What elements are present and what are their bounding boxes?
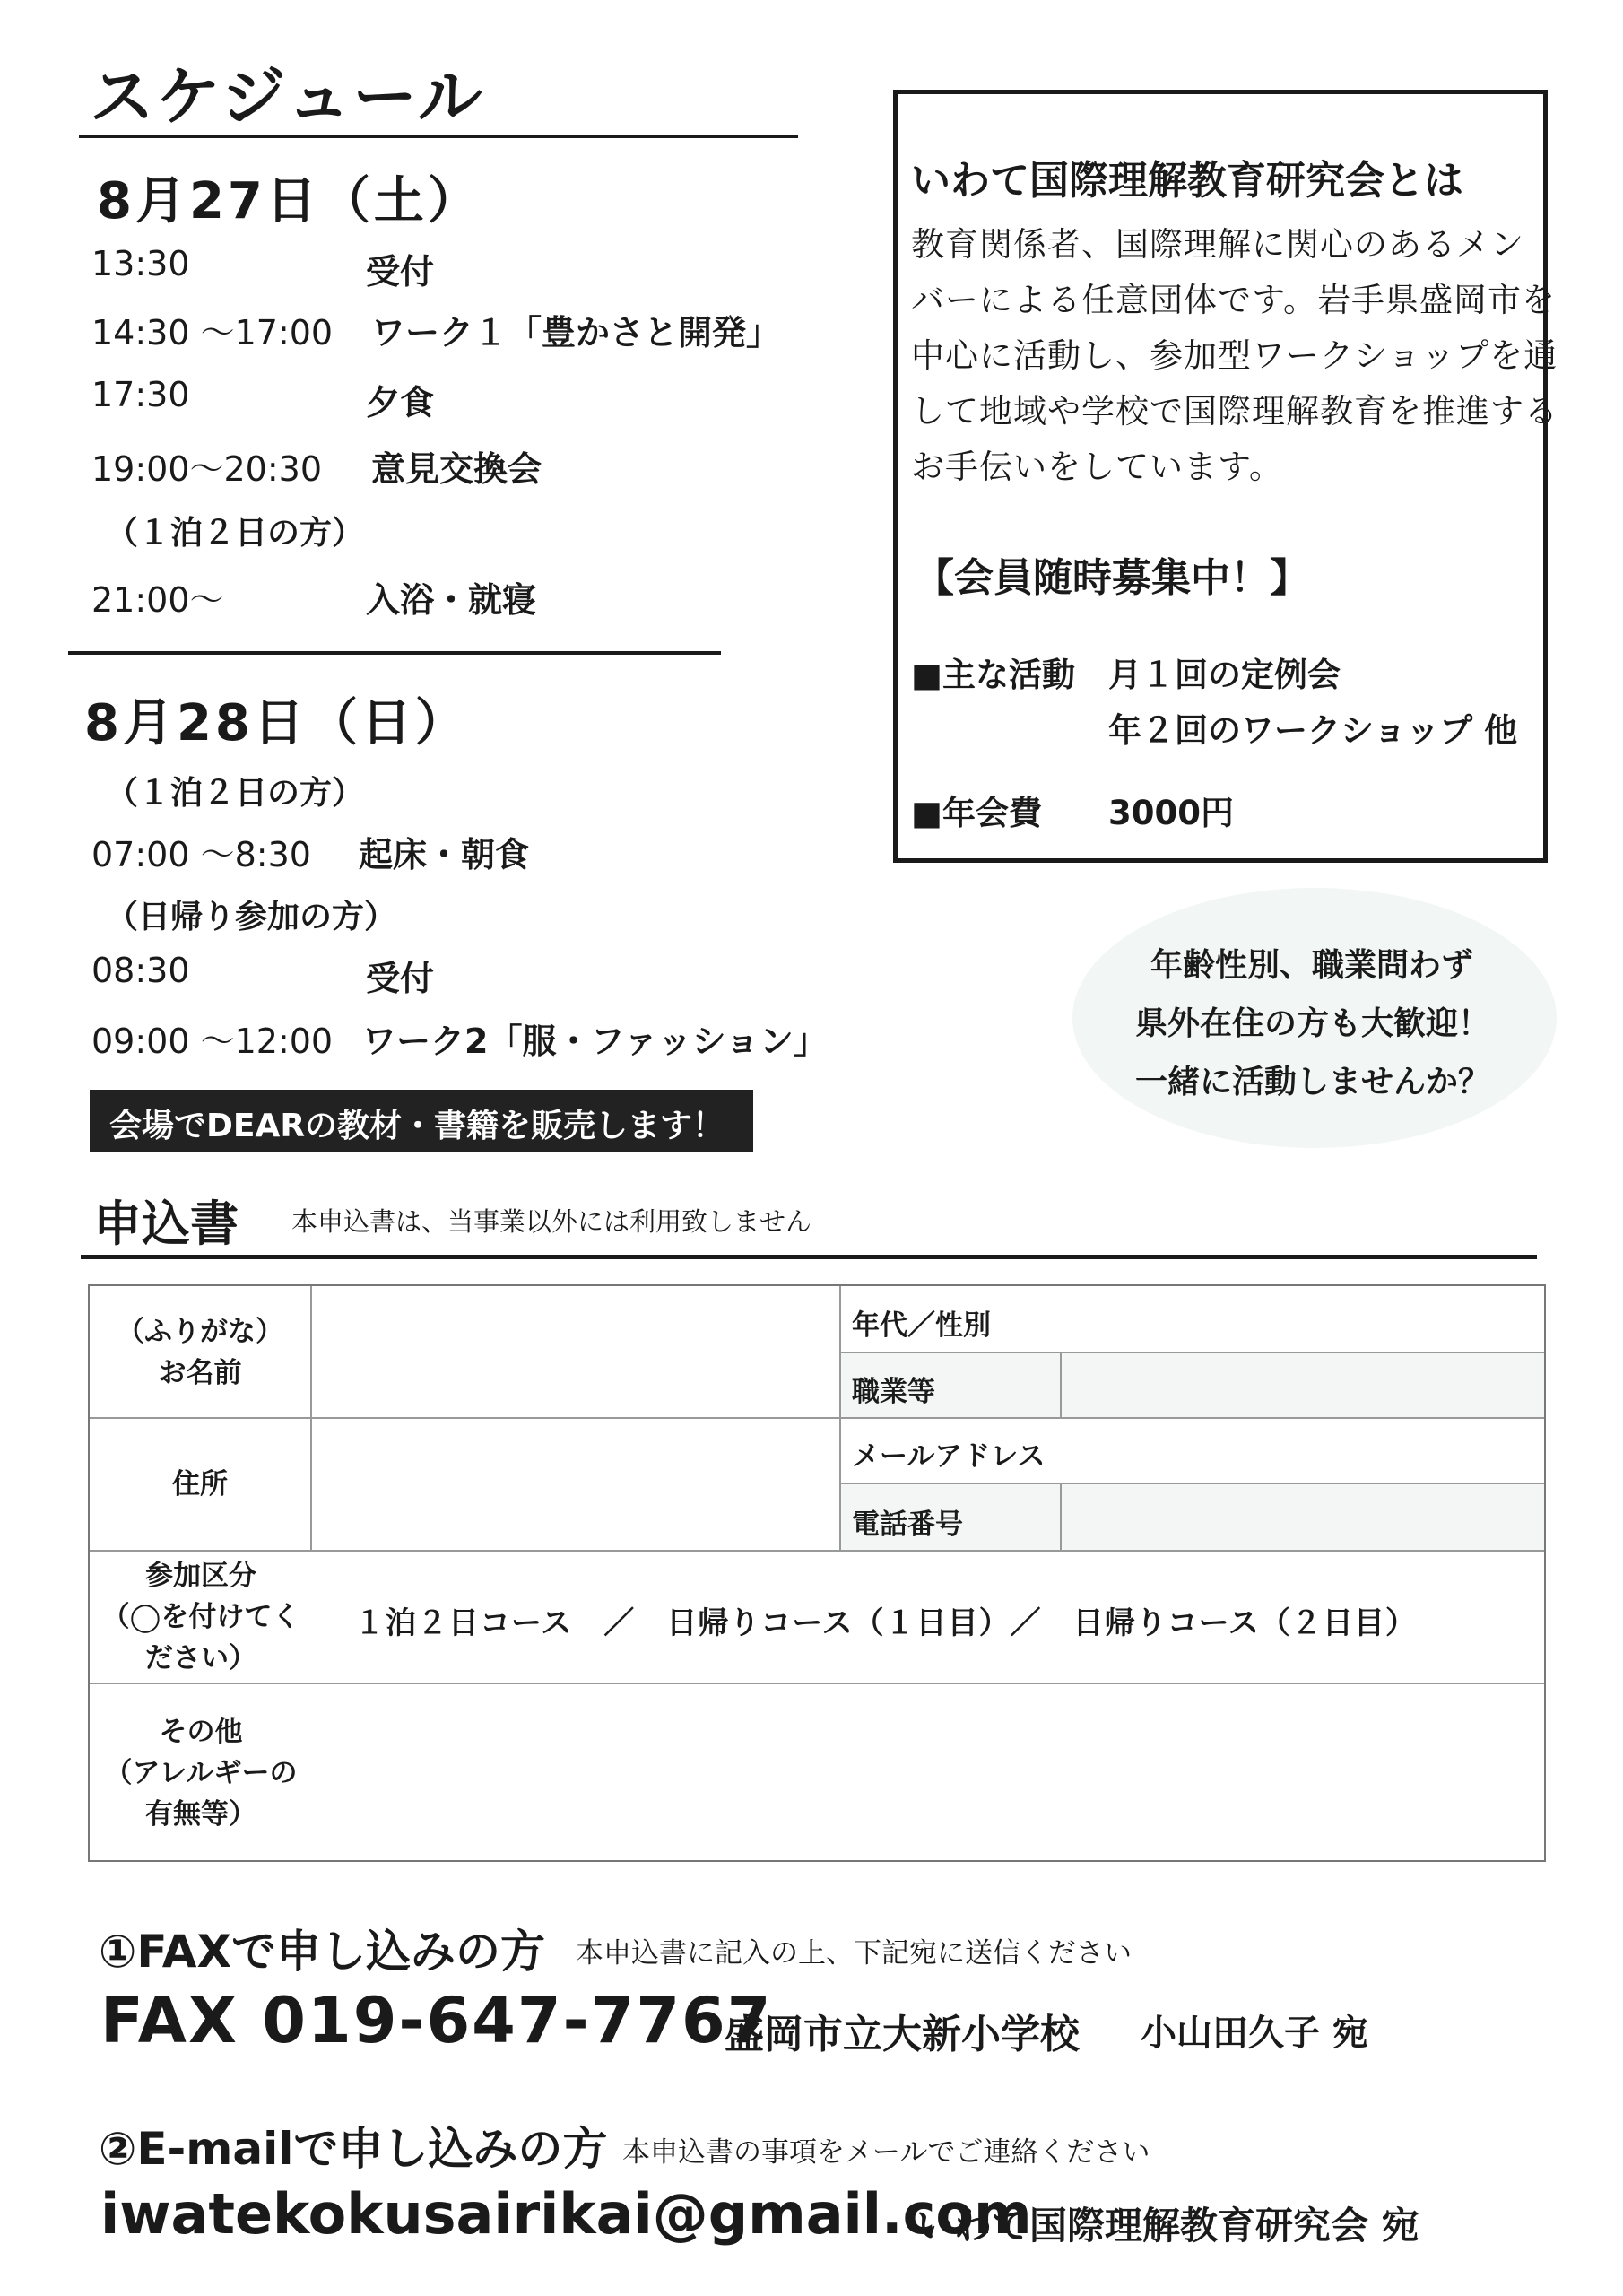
day1-row [91,244,435,291]
day-divider [68,651,721,655]
day1-row [91,572,537,622]
schedule-title: スケジュール [90,59,484,135]
day1-overnight-note: （１泊２日の方） [106,515,365,552]
day1-row-time: 13:30 [91,244,190,283]
info-description-line: お手伝いをしています。 [911,448,1284,486]
activity-item: 月１回の定例会 [1108,656,1341,694]
table-line [90,1683,1544,1684]
info-description-line: して地域や学校で国際理解教育を推進する [911,392,1558,430]
email-label: メールアドレス [852,1440,1046,1473]
table-line [1060,1352,1062,1417]
age-gender-label: 年代／性別 [852,1309,991,1342]
email-address[interactable]: iwatekokusairikai@gmail.com [100,2181,1032,2247]
application-form-title: 申込書 [93,1196,239,1252]
email-method-note: 本申込書の事項をメールでご連絡ください [622,2136,1150,2169]
category-label-line: ださい） [145,1642,256,1674]
activities-label: ■主な活動 [911,656,1075,694]
table-line [90,1417,1544,1419]
sales-banner: 会場でDEARの教材・書籍を販売します！ [90,1090,753,1152]
annual-fee-value: 3000円 [1108,794,1234,832]
day2-row-activity: ワーク2「服・ファッション」 [362,1022,828,1061]
annual-fee-label: ■年会費 [911,794,1042,832]
category-label-line: 参加区分 [145,1560,256,1592]
day2-overnight-note: （１泊２日の方） [106,775,365,812]
category-label [100,1555,301,1679]
occupation-label: 職業等 [852,1376,935,1408]
occupation-row-shade [841,1352,1544,1417]
day2-title: 8月28日（日） [84,694,469,752]
member-recruit-heading: 【会員随時募集中！】 [915,555,1309,601]
day1-row-activity: 受付 [366,252,435,291]
form-title-underline [81,1255,1537,1259]
fax-number: FAX 019-647-7767 [100,1984,773,2057]
email-method-title: ②E-mailで申し込みの方 [99,2123,608,2175]
schedule-title-underline [79,135,798,138]
day1-row-activity: ワーク１「豊かさと開発」 [371,313,781,352]
fax-method-note: 本申込書に記入の上、下記宛に送信ください [576,1937,1132,1970]
table-line [90,1550,1544,1552]
day1-row-activity: 入浴・就寝 [366,580,537,620]
day2-row-time: 07:00 〜8:30 [91,835,311,874]
category-label-line: （◯を付けてく [101,1601,300,1633]
fax-recipient-person: 小山田久子 宛 [1141,2013,1368,2054]
bubble-line: 県外在住の方も大歓迎！ [1135,1005,1491,1042]
day1-row-time: 21:00〜 [91,580,224,620]
day1-row-activity: 意見交換会 [371,449,542,489]
day1-row-time: 14:30 〜17:00 [91,313,334,352]
info-description-line: 教育関係者、国際理解に関心のあるメン [911,225,1524,264]
day1-row [91,441,542,491]
info-title: いわて国際理解教育研究会とは [911,158,1463,204]
day1-row-time: 19:00〜20:30 [91,449,323,489]
table-line [1060,1483,1062,1550]
bubble-line: 一緒に活動しませんか？ [1135,1064,1491,1100]
fax-method-title: ①FAXで申し込みの方 [99,1926,545,1978]
day1-title: 8月27日（土） [97,172,482,230]
day2-row-activity: 起床・朝食 [359,835,530,874]
other-label [100,1711,301,1835]
info-description-line: バーによる任意団体です。岩手県盛岡市を [911,281,1557,319]
table-line [839,1352,1544,1353]
day2-row-activity: 受付 [366,959,435,998]
info-description-line: 中心に活動し、参加型ワークショップを通 [911,336,1558,375]
application-form-note: 本申込書は、当事業以外には利用致しません [291,1206,812,1237]
address-label: 住所 [172,1468,228,1500]
fax-recipient-school: 盛岡市立大新小学校 [725,2012,1080,2057]
day2-row [91,1013,828,1063]
day1-row-activity: 夕食 [366,383,435,422]
email-recipient: いわて国際理解教育研究会 宛 [916,2204,1419,2248]
day2-row [91,827,530,876]
furigana-label: （ふりがな） [117,1316,283,1348]
day1-row-time: 17:30 [91,375,190,414]
day1-row [91,375,435,422]
day1-row [91,305,781,354]
day2-row-time: 09:00 〜12:00 [91,1022,334,1061]
bubble-line: 年齢性別、職業問わず [1150,947,1474,984]
day2-daytrip-note: （日帰り参加の方） [106,899,397,935]
other-label-line: （アレルギーの [104,1757,298,1789]
name-label-text: お名前 [158,1357,242,1389]
day2-row-time: 08:30 [91,951,190,990]
course-options: １泊２日コース ／ 日帰りコース（１日目）／ 日帰りコース（２日目） [354,1605,1417,1641]
table-line [839,1483,1544,1484]
name-label [99,1311,301,1394]
phone-label: 電話番号 [852,1509,963,1541]
other-label-line: その他 [159,1716,243,1748]
other-label-line: 有無等） [145,1798,256,1831]
activity-item: 年２回のワークショップ 他 [1108,711,1518,750]
day2-row [91,951,435,998]
